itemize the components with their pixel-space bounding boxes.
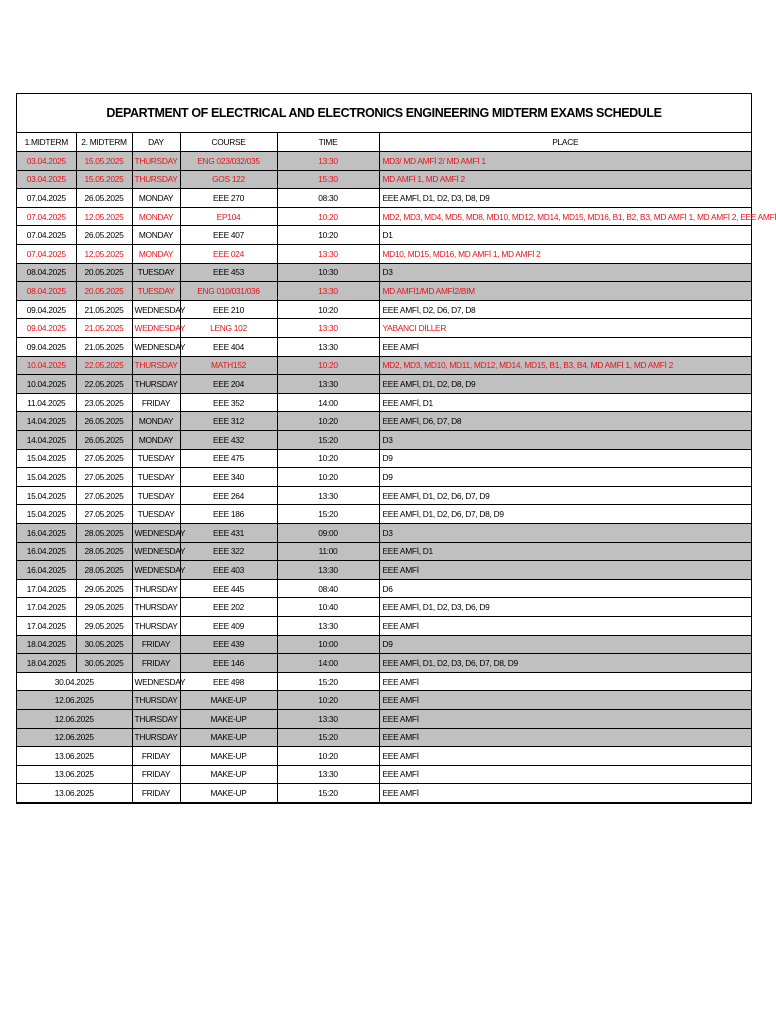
midterm-1-cell: 16.04.2025 bbox=[17, 542, 76, 561]
day-cell: THURSDAY bbox=[132, 691, 180, 710]
exam-date-cell: 13.06.2025 bbox=[17, 784, 132, 803]
place-cell: EEE AMFİ, D6, D7, D8 bbox=[379, 412, 751, 431]
midterm-1-cell: 07.04.2025 bbox=[17, 189, 76, 208]
midterm-2-cell: 26.05.2025 bbox=[76, 189, 132, 208]
day-cell: THURSDAY bbox=[132, 170, 180, 189]
time-cell: 10:20 bbox=[277, 747, 379, 766]
table-row bbox=[17, 245, 751, 264]
time-cell: 10:20 bbox=[277, 207, 379, 226]
place-cell: YABANCI DİLLER bbox=[379, 319, 751, 338]
midterm-1-cell: 15.04.2025 bbox=[17, 449, 76, 468]
midterm-1-cell: 07.04.2025 bbox=[17, 245, 76, 264]
day-cell: THURSDAY bbox=[132, 375, 180, 394]
place-cell: EEE AMFİ, D1 bbox=[379, 542, 751, 561]
midterm-2-cell: 23.05.2025 bbox=[76, 393, 132, 412]
place-cell: EEE AMFİ, D1, D2, D8, D9 bbox=[379, 375, 751, 394]
midterm-2-cell: 27.05.2025 bbox=[76, 505, 132, 524]
table-row bbox=[17, 319, 751, 338]
course-cell: EEE 340 bbox=[180, 468, 277, 487]
midterm-1-cell: 18.04.2025 bbox=[17, 635, 76, 654]
day-cell: MONDAY bbox=[132, 245, 180, 264]
table-row bbox=[17, 672, 751, 691]
table-row bbox=[17, 523, 751, 542]
course-cell: ENG 010/031/036 bbox=[180, 282, 277, 301]
schedule-table bbox=[17, 133, 776, 803]
day-cell: WEDNESDAY bbox=[132, 300, 180, 319]
place-cell: EEE AMFİ, D1, D2, D6, D7, D9 bbox=[379, 486, 751, 505]
course-cell: EEE 024 bbox=[180, 245, 277, 264]
midterm-1-cell: 17.04.2025 bbox=[17, 579, 76, 598]
time-cell: 10:20 bbox=[277, 356, 379, 375]
day-cell: TUESDAY bbox=[132, 282, 180, 301]
day-cell: WEDNESDAY bbox=[132, 319, 180, 338]
midterm-2-cell: 12.05.2025 bbox=[76, 245, 132, 264]
table-row bbox=[17, 579, 751, 598]
time-cell: 10:20 bbox=[277, 691, 379, 710]
day-cell: MONDAY bbox=[132, 412, 180, 431]
table-row bbox=[17, 263, 751, 282]
exam-date-cell: 12.06.2025 bbox=[17, 728, 132, 747]
day-cell: THURSDAY bbox=[132, 579, 180, 598]
midterm-1-cell: 08.04.2025 bbox=[17, 282, 76, 301]
course-cell: MAKE-UP bbox=[180, 784, 277, 803]
table-row bbox=[17, 300, 751, 319]
place-cell: EEE AMFİ bbox=[379, 784, 751, 803]
place-cell: EEE AMFİ, D1, D2, D3, D6, D7, D8, D9 bbox=[379, 654, 751, 673]
midterm-1-cell: 03.04.2025 bbox=[17, 152, 76, 171]
table-row bbox=[17, 189, 751, 208]
course-cell: EEE 453 bbox=[180, 263, 277, 282]
place-cell: EEE AMFİ bbox=[379, 765, 751, 784]
course-cell: EEE 432 bbox=[180, 431, 277, 450]
time-cell: 13:30 bbox=[277, 319, 379, 338]
midterm-1-cell: 03.04.2025 bbox=[17, 170, 76, 189]
time-cell: 15:20 bbox=[277, 728, 379, 747]
table-row bbox=[17, 598, 751, 617]
place-cell: MD3/ MD AMFİ 2/ MD AMFİ 1 bbox=[379, 152, 751, 171]
midterm-2-cell: 27.05.2025 bbox=[76, 449, 132, 468]
table-row bbox=[17, 709, 751, 728]
course-cell: EEE 352 bbox=[180, 393, 277, 412]
course-cell: EEE 202 bbox=[180, 598, 277, 617]
day-cell: TUESDAY bbox=[132, 486, 180, 505]
table-row bbox=[17, 375, 751, 394]
course-cell: GOS 122 bbox=[180, 170, 277, 189]
midterm-2-cell: 28.05.2025 bbox=[76, 523, 132, 542]
place-cell: MD AMFİ1/MD AMFİ2/BIM bbox=[379, 282, 751, 301]
midterm-2-cell: 21.05.2025 bbox=[76, 338, 132, 357]
course-cell: EEE 322 bbox=[180, 542, 277, 561]
time-cell: 15:30 bbox=[277, 170, 379, 189]
time-cell: 15:20 bbox=[277, 505, 379, 524]
midterm-2-cell: 29.05.2025 bbox=[76, 579, 132, 598]
day-cell: THURSDAY bbox=[132, 356, 180, 375]
time-cell: 08:40 bbox=[277, 579, 379, 598]
course-cell: MATH152 bbox=[180, 356, 277, 375]
place-cell: D9 bbox=[379, 635, 751, 654]
midterm-2-cell: 12.05.2025 bbox=[76, 207, 132, 226]
place-cell: EEE AMFİ, D1 bbox=[379, 393, 751, 412]
day-cell: WEDNESDAY bbox=[132, 542, 180, 561]
course-cell: EEE 445 bbox=[180, 579, 277, 598]
day-cell: FRIDAY bbox=[132, 747, 180, 766]
midterm-2-cell: 26.05.2025 bbox=[76, 431, 132, 450]
table-row bbox=[17, 542, 751, 561]
midterm-2-cell: 15.05.2025 bbox=[76, 170, 132, 189]
table-row bbox=[17, 747, 751, 766]
course-cell: EEE 407 bbox=[180, 226, 277, 245]
midterm-1-cell: 14.04.2025 bbox=[17, 431, 76, 450]
place-cell: EEE AMFİ, D1, D2, D3, D8, D9 bbox=[379, 189, 751, 208]
header-row bbox=[17, 133, 751, 152]
exam-date-cell: 13.06.2025 bbox=[17, 747, 132, 766]
table-row bbox=[17, 468, 751, 487]
exam-date-cell: 13.06.2025 bbox=[17, 765, 132, 784]
course-cell: EEE 409 bbox=[180, 616, 277, 635]
day-cell: THURSDAY bbox=[132, 598, 180, 617]
day-cell: TUESDAY bbox=[132, 505, 180, 524]
course-cell: MAKE-UP bbox=[180, 691, 277, 710]
table-row bbox=[17, 616, 751, 635]
exam-date-cell: 12.06.2025 bbox=[17, 691, 132, 710]
table-row bbox=[17, 635, 751, 654]
day-cell: THURSDAY bbox=[132, 616, 180, 635]
time-cell: 10:40 bbox=[277, 598, 379, 617]
midterm-2-cell: 30.05.2025 bbox=[76, 635, 132, 654]
midterm-1-cell: 17.04.2025 bbox=[17, 598, 76, 617]
time-cell: 14:00 bbox=[277, 654, 379, 673]
table-row bbox=[17, 728, 751, 747]
time-cell: 13:30 bbox=[277, 245, 379, 264]
header-place: PLACE bbox=[379, 133, 751, 152]
time-cell: 10:00 bbox=[277, 635, 379, 654]
midterm-1-cell: 16.04.2025 bbox=[17, 561, 76, 580]
table-row bbox=[17, 431, 751, 450]
time-cell: 10:20 bbox=[277, 226, 379, 245]
time-cell: 08:30 bbox=[277, 189, 379, 208]
time-cell: 13:30 bbox=[277, 561, 379, 580]
table-row bbox=[17, 691, 751, 710]
schedule-sheet bbox=[16, 93, 776, 804]
course-cell: EEE 431 bbox=[180, 523, 277, 542]
place-cell: EEE AMFİ bbox=[379, 338, 751, 357]
place-cell: EEE AMFİ bbox=[379, 728, 751, 747]
exam-date-cell: 12.06.2025 bbox=[17, 709, 132, 728]
table-row bbox=[17, 170, 751, 189]
midterm-1-cell: 07.04.2025 bbox=[17, 207, 76, 226]
course-cell: EEE 146 bbox=[180, 654, 277, 673]
table-row bbox=[17, 338, 751, 357]
place-cell: D1 bbox=[379, 226, 751, 245]
midterm-2-cell: 22.05.2025 bbox=[76, 375, 132, 394]
midterm-2-cell: 27.05.2025 bbox=[76, 486, 132, 505]
course-cell: LENG 102 bbox=[180, 319, 277, 338]
place-cell: EEE AMFİ bbox=[379, 747, 751, 766]
course-cell: EEE 264 bbox=[180, 486, 277, 505]
place-cell: EEE AMFİ bbox=[379, 672, 751, 691]
course-cell: EP104 bbox=[180, 207, 277, 226]
midterm-1-cell: 07.04.2025 bbox=[17, 226, 76, 245]
day-cell: MONDAY bbox=[132, 207, 180, 226]
table-row bbox=[17, 654, 751, 673]
time-cell: 15:20 bbox=[277, 672, 379, 691]
time-cell: 11:00 bbox=[277, 542, 379, 561]
day-cell: THURSDAY bbox=[132, 709, 180, 728]
midterm-2-cell: 26.05.2025 bbox=[76, 226, 132, 245]
place-cell: EEE AMFİ, D1, D2, D3, D6, D9 bbox=[379, 598, 751, 617]
header-midterm-1: 1.MIDTERM bbox=[17, 133, 76, 152]
course-cell: EEE 210 bbox=[180, 300, 277, 319]
day-cell: MONDAY bbox=[132, 226, 180, 245]
midterm-2-cell: 21.05.2025 bbox=[76, 300, 132, 319]
time-cell: 14:00 bbox=[277, 393, 379, 412]
midterm-2-cell: 26.05.2025 bbox=[76, 412, 132, 431]
midterm-1-cell: 18.04.2025 bbox=[17, 654, 76, 673]
header-course: COURSE bbox=[180, 133, 277, 152]
midterm-1-cell: 11.04.2025 bbox=[17, 393, 76, 412]
day-cell: WEDNESDAY bbox=[132, 338, 180, 357]
table-row bbox=[17, 486, 751, 505]
table-row bbox=[17, 207, 751, 226]
midterm-1-cell: 09.04.2025 bbox=[17, 338, 76, 357]
midterm-1-cell: 10.04.2025 bbox=[17, 356, 76, 375]
schedule-title: DEPARTMENT OF ELECTRICAL AND ELECTRONICS ENGINEERING MIDTERM EXAMS SCHEDULE bbox=[17, 94, 751, 133]
place-cell: D9 bbox=[379, 468, 751, 487]
place-cell: D3 bbox=[379, 263, 751, 282]
time-cell: 13:30 bbox=[277, 616, 379, 635]
day-cell: TUESDAY bbox=[132, 449, 180, 468]
midterm-2-cell: 20.05.2025 bbox=[76, 282, 132, 301]
place-cell: MD2, MD3, MD10, MD11, MD12, MD14, MD15, B1, B3, B4, MD AMFİ 1, MD AMFİ 2 bbox=[379, 356, 751, 375]
midterm-2-cell: 22.05.2025 bbox=[76, 356, 132, 375]
day-cell: FRIDAY bbox=[132, 784, 180, 803]
place-cell: D9 bbox=[379, 449, 751, 468]
course-cell: EEE 186 bbox=[180, 505, 277, 524]
course-cell: MAKE-UP bbox=[180, 709, 277, 728]
table-row bbox=[17, 152, 751, 171]
day-cell: THURSDAY bbox=[132, 152, 180, 171]
midterm-1-cell: 15.04.2025 bbox=[17, 505, 76, 524]
course-cell: EEE 270 bbox=[180, 189, 277, 208]
day-cell: FRIDAY bbox=[132, 393, 180, 412]
midterm-1-cell: 09.04.2025 bbox=[17, 319, 76, 338]
time-cell: 10:30 bbox=[277, 263, 379, 282]
midterm-1-cell: 09.04.2025 bbox=[17, 300, 76, 319]
course-cell: MAKE-UP bbox=[180, 765, 277, 784]
place-cell: EEE AMFİ bbox=[379, 709, 751, 728]
time-cell: 15:20 bbox=[277, 431, 379, 450]
day-cell: WEDNESDAY bbox=[132, 523, 180, 542]
place-cell: EEE AMFİ, D2, D6, D7, D8 bbox=[379, 300, 751, 319]
time-cell: 10:20 bbox=[277, 300, 379, 319]
course-cell: EEE 312 bbox=[180, 412, 277, 431]
time-cell: 13:30 bbox=[277, 765, 379, 784]
midterm-2-cell: 27.05.2025 bbox=[76, 468, 132, 487]
day-cell: TUESDAY bbox=[132, 468, 180, 487]
day-cell: THURSDAY bbox=[132, 728, 180, 747]
day-cell: WEDNESDAY bbox=[132, 561, 180, 580]
place-cell: EEE AMFİ bbox=[379, 616, 751, 635]
midterm-2-cell: 20.05.2025 bbox=[76, 263, 132, 282]
time-cell: 10:20 bbox=[277, 468, 379, 487]
midterm-1-cell: 15.04.2025 bbox=[17, 486, 76, 505]
table-row bbox=[17, 784, 751, 803]
place-cell: MD10, MD15, MD16, MD AMFİ 1, MD AMFİ 2 bbox=[379, 245, 751, 264]
course-cell: ENG 023/032/035 bbox=[180, 152, 277, 171]
midterm-2-cell: 28.05.2025 bbox=[76, 561, 132, 580]
place-cell: MD AMFİ 1, MD AMFİ 2 bbox=[379, 170, 751, 189]
course-cell: EEE 404 bbox=[180, 338, 277, 357]
place-cell: EEE AMFİ, D1, D2, D6, D7, D8, D9 bbox=[379, 505, 751, 524]
table-row bbox=[17, 393, 751, 412]
table-row bbox=[17, 356, 751, 375]
day-cell: FRIDAY bbox=[132, 765, 180, 784]
midterm-1-cell: 17.04.2025 bbox=[17, 616, 76, 635]
time-cell: 09:00 bbox=[277, 523, 379, 542]
course-cell: EEE 498 bbox=[180, 672, 277, 691]
time-cell: 13:30 bbox=[277, 338, 379, 357]
place-cell: EEE AMFİ bbox=[379, 691, 751, 710]
day-cell: FRIDAY bbox=[132, 654, 180, 673]
midterm-2-cell: 28.05.2025 bbox=[76, 542, 132, 561]
place-cell: D6 bbox=[379, 579, 751, 598]
place-cell: EEE AMFİ bbox=[379, 561, 751, 580]
time-cell: 13:30 bbox=[277, 152, 379, 171]
table-row bbox=[17, 765, 751, 784]
midterm-1-cell: 10.04.2025 bbox=[17, 375, 76, 394]
day-cell: TUESDAY bbox=[132, 263, 180, 282]
day-cell: FRIDAY bbox=[132, 635, 180, 654]
day-cell: MONDAY bbox=[132, 189, 180, 208]
time-cell: 13:30 bbox=[277, 375, 379, 394]
table-row bbox=[17, 449, 751, 468]
midterm-2-cell: 29.05.2025 bbox=[76, 598, 132, 617]
course-cell: EEE 439 bbox=[180, 635, 277, 654]
midterm-1-cell: 08.04.2025 bbox=[17, 263, 76, 282]
table-row bbox=[17, 561, 751, 580]
midterm-2-cell: 30.05.2025 bbox=[76, 654, 132, 673]
time-cell: 10:20 bbox=[277, 449, 379, 468]
midterm-2-cell: 29.05.2025 bbox=[76, 616, 132, 635]
time-cell: 13:30 bbox=[277, 282, 379, 301]
time-cell: 15:20 bbox=[277, 784, 379, 803]
table-row bbox=[17, 226, 751, 245]
course-cell: EEE 475 bbox=[180, 449, 277, 468]
midterm-1-cell: 15.04.2025 bbox=[17, 468, 76, 487]
table-row bbox=[17, 282, 751, 301]
time-cell: 10:20 bbox=[277, 412, 379, 431]
exam-date-cell: 30.04.2025 bbox=[17, 672, 132, 691]
course-cell: MAKE-UP bbox=[180, 747, 277, 766]
time-cell: 13:30 bbox=[277, 486, 379, 505]
course-cell: EEE 204 bbox=[180, 375, 277, 394]
place-cell: D3 bbox=[379, 523, 751, 542]
day-cell: MONDAY bbox=[132, 431, 180, 450]
table-row bbox=[17, 412, 751, 431]
table-row bbox=[17, 505, 751, 524]
midterm-2-cell: 21.05.2025 bbox=[76, 319, 132, 338]
midterm-2-cell: 15.05.2025 bbox=[76, 152, 132, 171]
time-cell: 13:30 bbox=[277, 709, 379, 728]
course-cell: EEE 403 bbox=[180, 561, 277, 580]
header-midterm-2: 2. MIDTERM bbox=[76, 133, 132, 152]
course-cell: MAKE-UP bbox=[180, 728, 277, 747]
midterm-1-cell: 16.04.2025 bbox=[17, 523, 76, 542]
header-time: TIME bbox=[277, 133, 379, 152]
day-cell: WEDNESDAY bbox=[132, 672, 180, 691]
midterm-1-cell: 14.04.2025 bbox=[17, 412, 76, 431]
header-day: DAY bbox=[132, 133, 180, 152]
place-cell: MD2, MD3, MD4, MD5, MD8, MD10, MD12, MD14, MD15, MD16, B1, B2, B3, MD AMFİ 1, MD AMFİ 2, EEE AMFİ bbox=[379, 207, 751, 226]
place-cell: D3 bbox=[379, 431, 751, 450]
